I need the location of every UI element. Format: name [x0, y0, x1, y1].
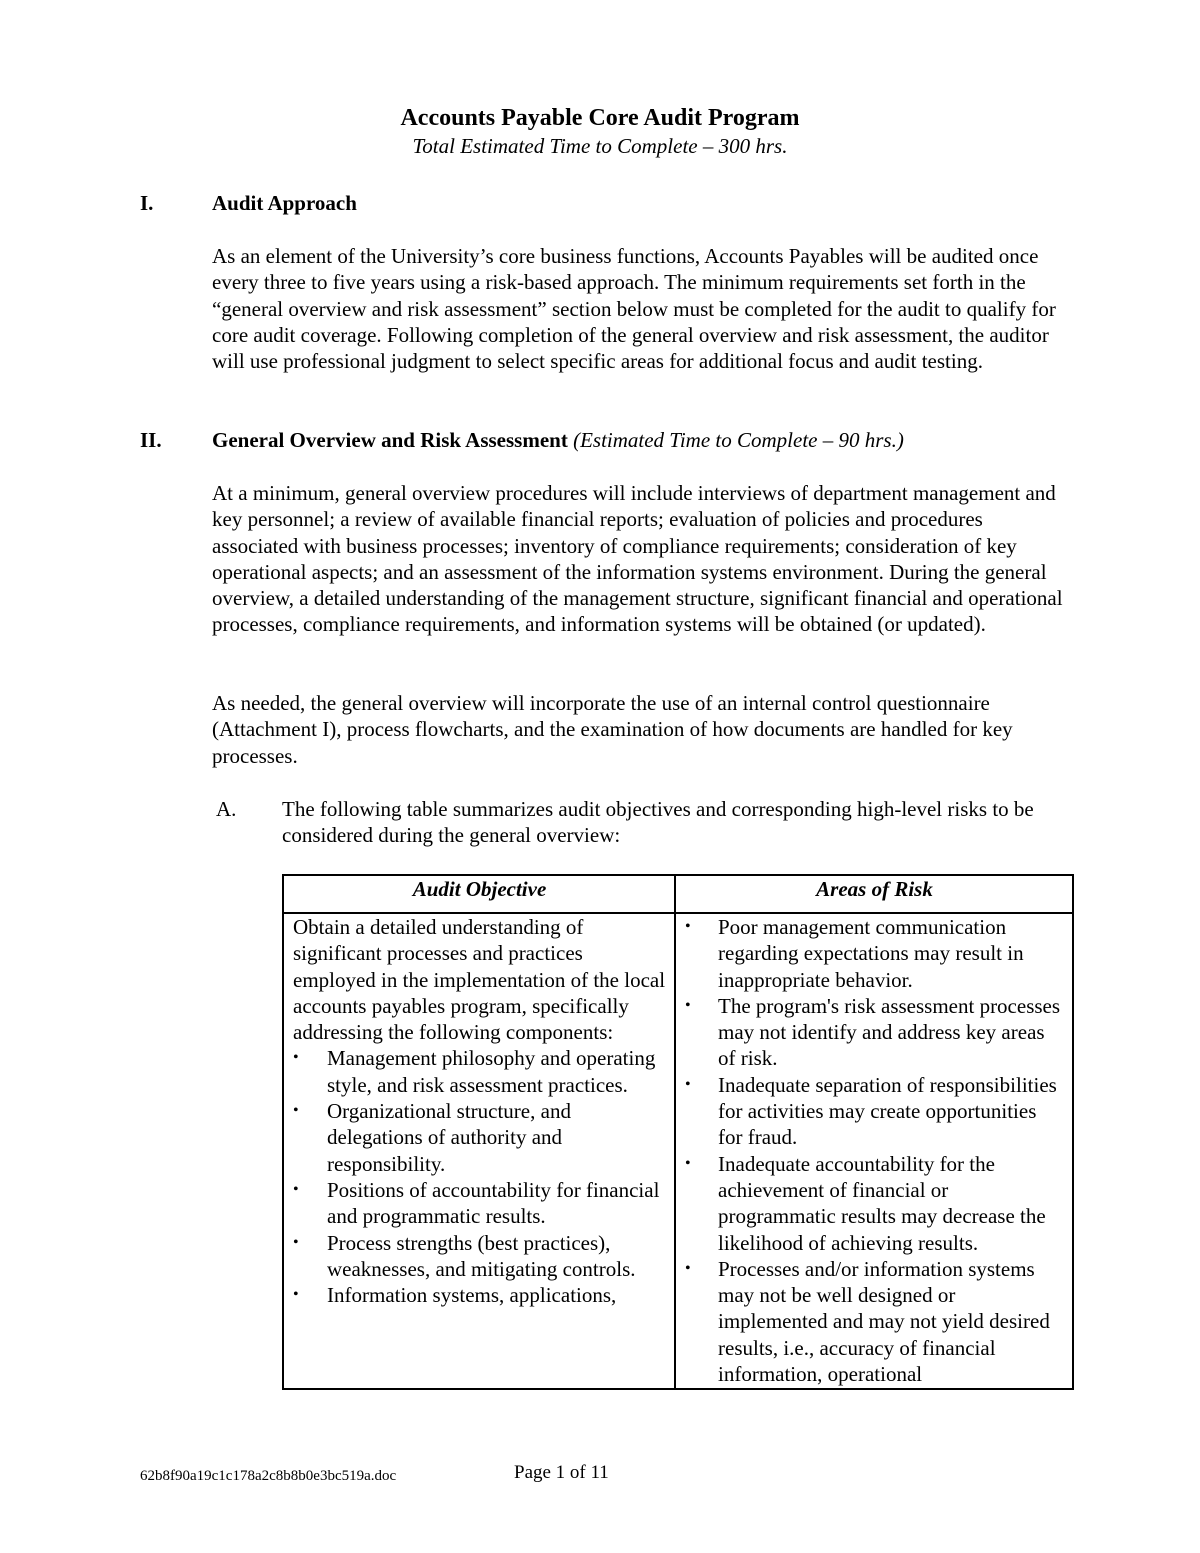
objective-item: • Organizational structure, and delegations of authority and responsibility. [293, 1098, 666, 1177]
objective-intro: Obtain a detailed understanding of significant processes and practices employed in the implementation of the local accounts payables program, specifically addressing the following components: [293, 915, 666, 1045]
objectives-risk-table [282, 874, 1074, 1390]
footer-filename: 62b8f90a19c1c178a2c8b8b0e3bc519a.doc [140, 1468, 397, 1484]
paragraph: At a minimum, general overview procedures will include interviews of department management and key personnel; a review of available financial reports; evaluation of policies and procedures associated with business processes; inventory of compliance requirements; consideration of key operational aspects; and an assessment of the information systems environment. During the general overview, a detailed understanding of the management structure, significant financial and operational processes, compliance requirements, and information systems will be obtained (or updated). [212, 481, 1063, 637]
header-audit-objective: Audit Objective [283, 875, 675, 913]
document-title: Accounts Payable Core Audit Program [400, 105, 800, 131]
risk-cell [675, 913, 1073, 1389]
subitem-letter: A. [216, 797, 237, 821]
section-heading-note: (Estimated Time to Complete – 90 hrs.) [573, 428, 904, 452]
section-number: II. [140, 428, 162, 452]
objective-item: • Process strengths (best practices), weaknesses, and mitigating controls. [293, 1230, 666, 1283]
risk-item: • Poor management communication regarding expectations may result in inappropriate behavior. [685, 914, 1064, 993]
risk-item: • The program's risk assessment processes may not identify and address key areas of risk. [685, 993, 1064, 1072]
risk-item: • Inadequate separation of responsibilities for activities may create opportunities for fraud. [685, 1072, 1064, 1151]
document-subtitle: Total Estimated Time to Complete – 300 hrs. [412, 134, 788, 158]
paragraph: As needed, the general overview will incorporate the use of an internal control questionnaire (Attachment I), process flowcharts, and the examination of how documents are handled for key processes. [212, 691, 1013, 768]
objective-item: • Positions of accountability for financial and programmatic results. [293, 1177, 666, 1230]
objective-item: • Management philosophy and operating style, and risk assessment practices. [293, 1045, 666, 1098]
risk-item: • Inadequate accountability for the achievement of financial or programmatic results may decrease the likelihood of achieving results. [685, 1151, 1064, 1256]
footer-page-number: Page 1 of 11 [514, 1462, 609, 1483]
paragraph: As an element of the University’s core business functions, Accounts Payables will be audited once every three to five years using a risk-based approach. The minimum requirements set forth in the “general overview and risk assessment” section below must be completed for the audit to qualify for core audit coverage. Following completion of the general overview and risk assessment, the auditor will use professional judgment to select specific areas for additional focus and audit testing. [212, 244, 1056, 374]
risk-item: • Processes and/or information systems may not be well designed or implemented and may not yield desired results, i.e., accuracy of financial information, operational [685, 1256, 1064, 1387]
section-heading: Audit Approach [212, 191, 357, 215]
subitem-text: The following table summarizes audit objectives and corresponding high-level risks to be considered during the general overview: [282, 797, 1034, 848]
section-heading-text: General Overview and Risk Assessment [212, 428, 568, 452]
objective-cell [283, 913, 675, 1389]
objective-item: • Information systems, applications, [293, 1282, 666, 1308]
section-heading [212, 427, 904, 453]
header-areas-of-risk: Areas of Risk [675, 875, 1073, 913]
section-number: I. [140, 191, 154, 215]
